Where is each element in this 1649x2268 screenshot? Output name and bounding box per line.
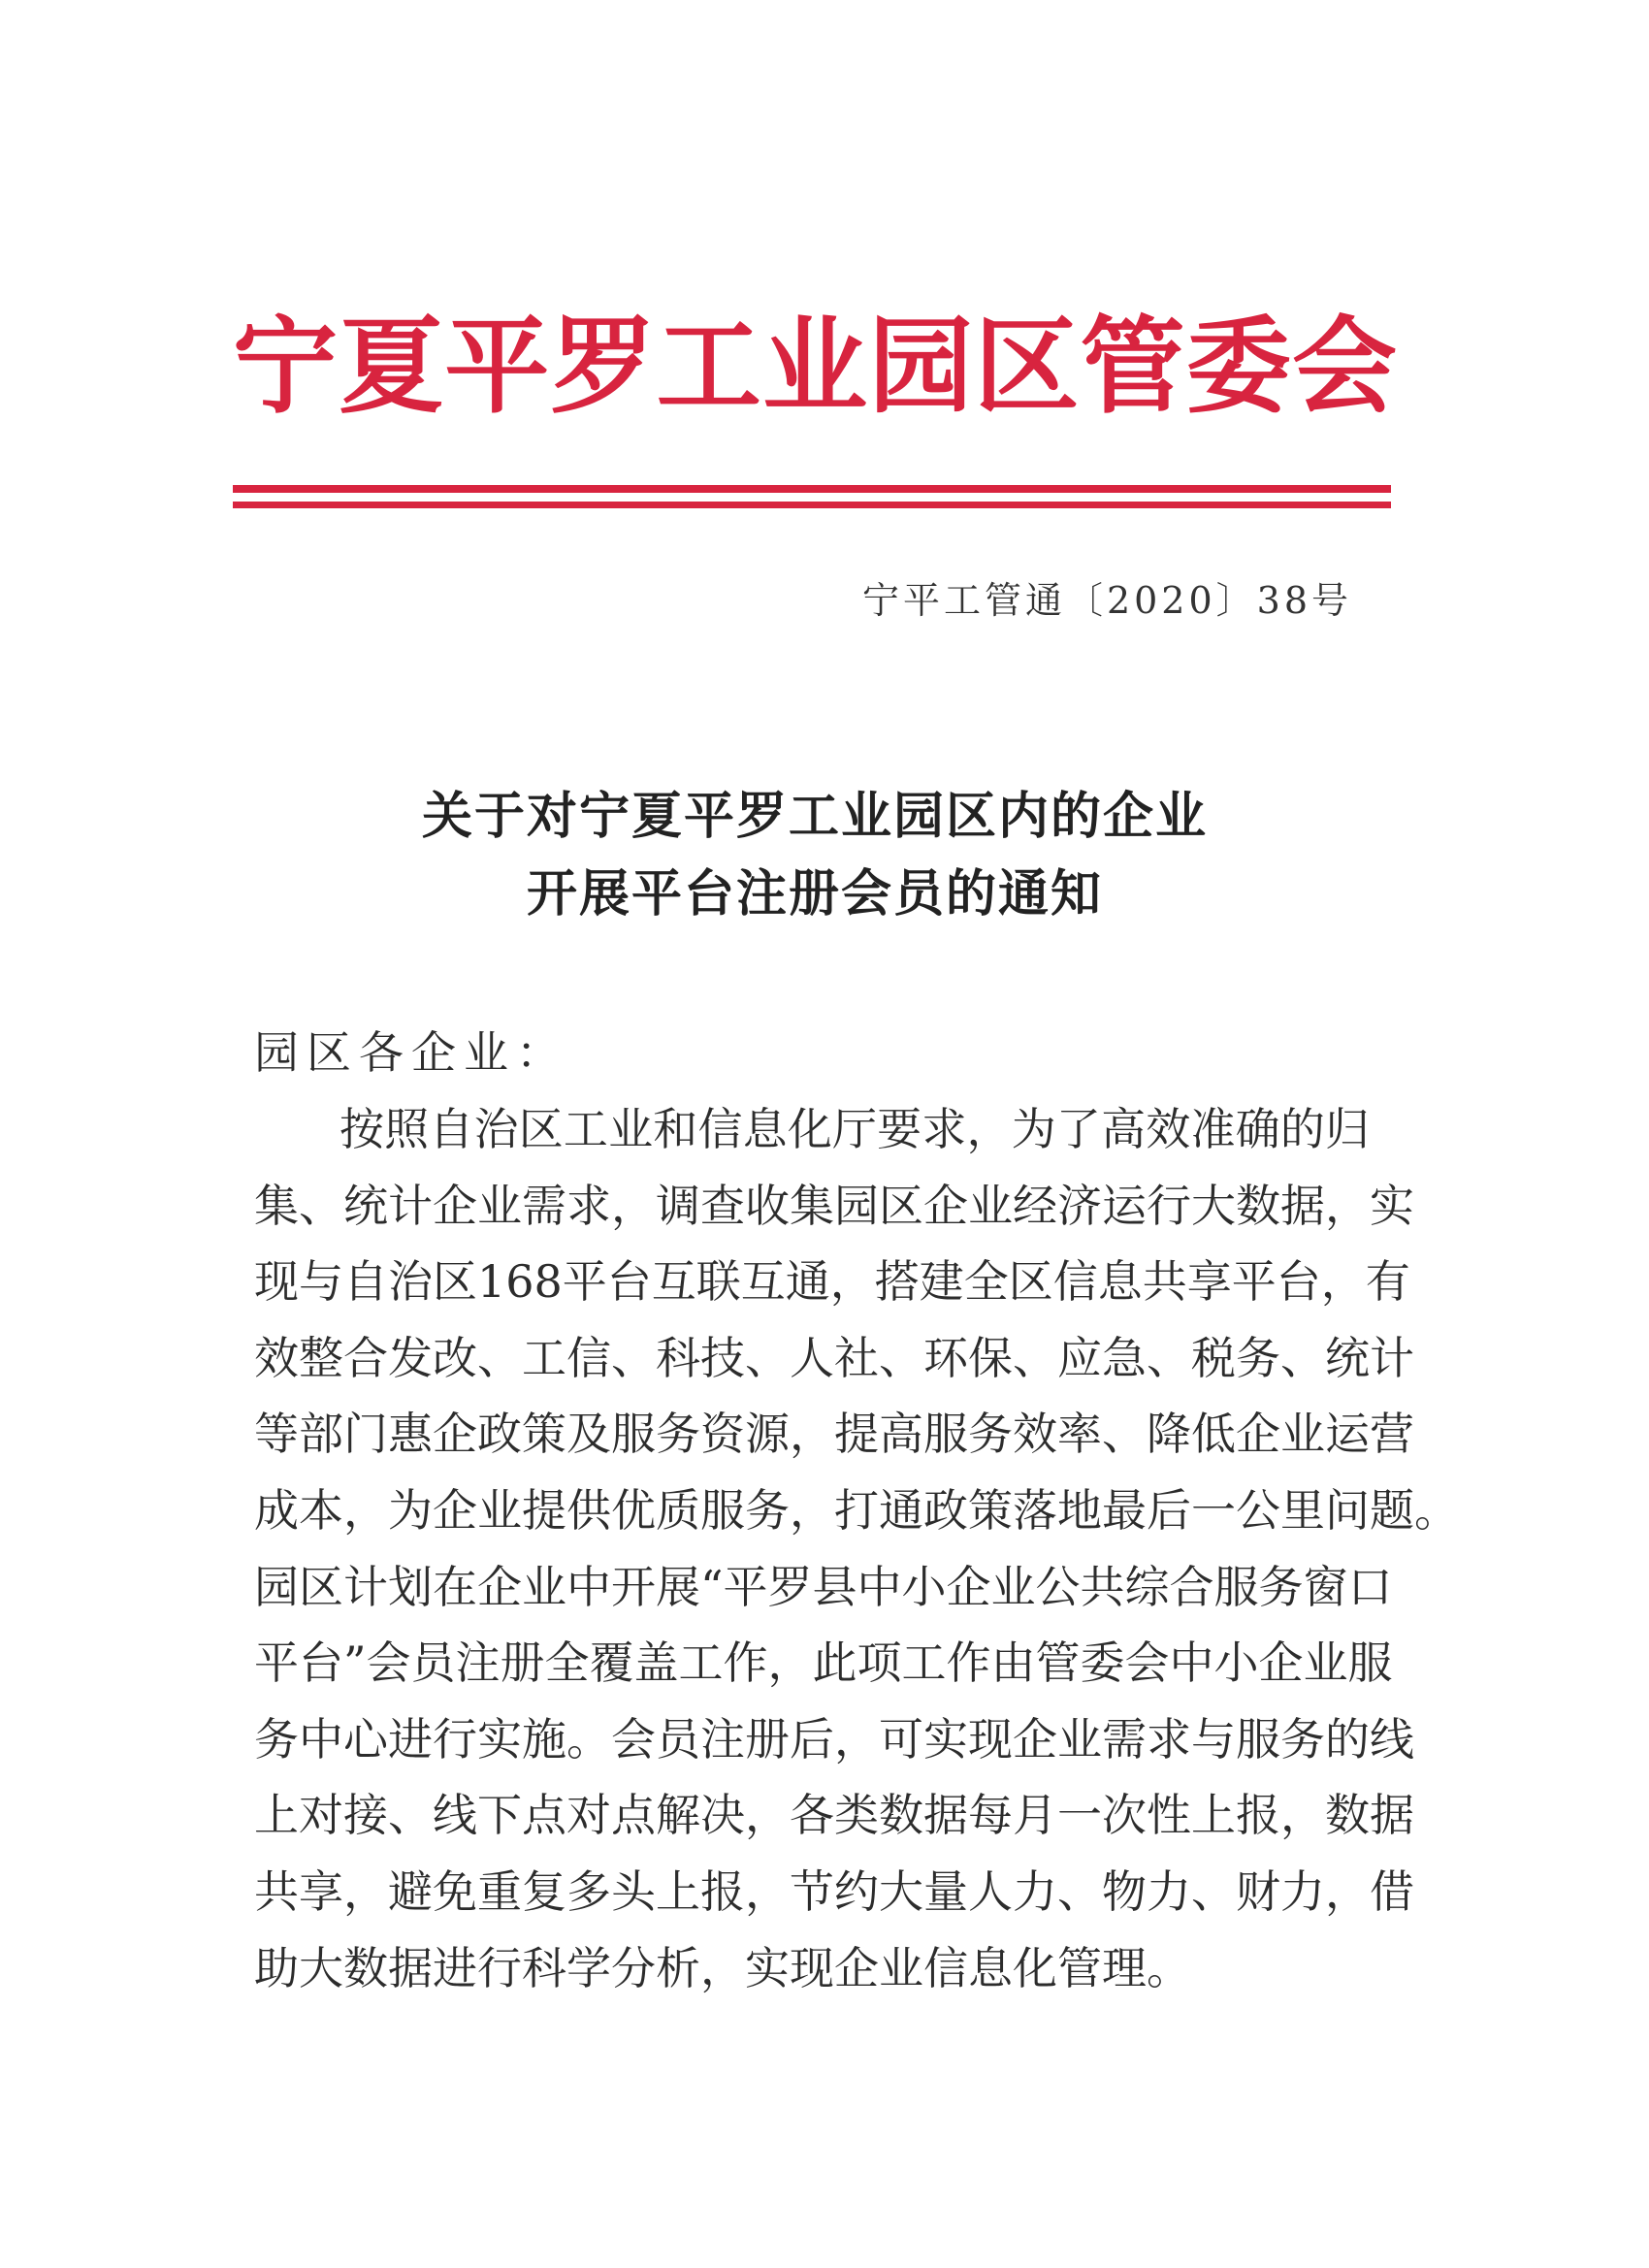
body-text-line: 效整合发改、工信、科技、人社、环保、应急、税务、统计 — [254, 1331, 1414, 1384]
document-title-line-1: 关于对宁夏平罗工业园区内的企业 — [421, 787, 1208, 846]
body-text-line: 等部门惠企政策及服务资源，提高服务效率、降低企业运营 — [254, 1408, 1414, 1461]
issuing-organization-title: 宁夏平罗工业园区管委会 — [233, 306, 1397, 428]
document-number: 宁平工管通〔2020〕38号 — [861, 579, 1352, 622]
body-text-line: 按照自治区工业和信息化厅要求，为了高效准确的归 — [340, 1103, 1370, 1155]
body-text-line: 园区计划在企业中开展“平罗县中小企业公共综合服务窗口 — [254, 1560, 1393, 1613]
document-title-line-2: 开展平台注册会员的通知 — [526, 864, 1103, 923]
body-text-line: 成本，为企业提供优质服务，打通政策落地最后一公里问题。 — [254, 1484, 1459, 1537]
body-text-line: 集、统计企业需求，调查收集园区企业经济运行大数据，实 — [254, 1179, 1414, 1232]
body-text-line: 上对接、线下点对点解决，各类数据每月一次性上报，数据 — [254, 1789, 1414, 1842]
body-text-line: 助大数据进行科学分析，实现企业信息化管理。 — [254, 1941, 1191, 1994]
red-header-rule-thick — [233, 485, 1391, 493]
body-text-line: 现与自治区168平台互联互通，搭建全区信息共享平台，有 — [254, 1255, 1410, 1309]
body-text-line: 平台”会员注册全覆盖工作，此项工作由管委会中小企业服 — [254, 1636, 1393, 1690]
red-header-rule-thin — [233, 502, 1391, 508]
salutation: 园区各企业： — [254, 1026, 568, 1079]
body-text-line: 务中心进行实施。会员注册后，可实现企业需求与服务的线 — [254, 1712, 1414, 1766]
body-text-line: 共享，避免重复多头上报，节约大量人力、物力、财力，借 — [254, 1865, 1414, 1918]
